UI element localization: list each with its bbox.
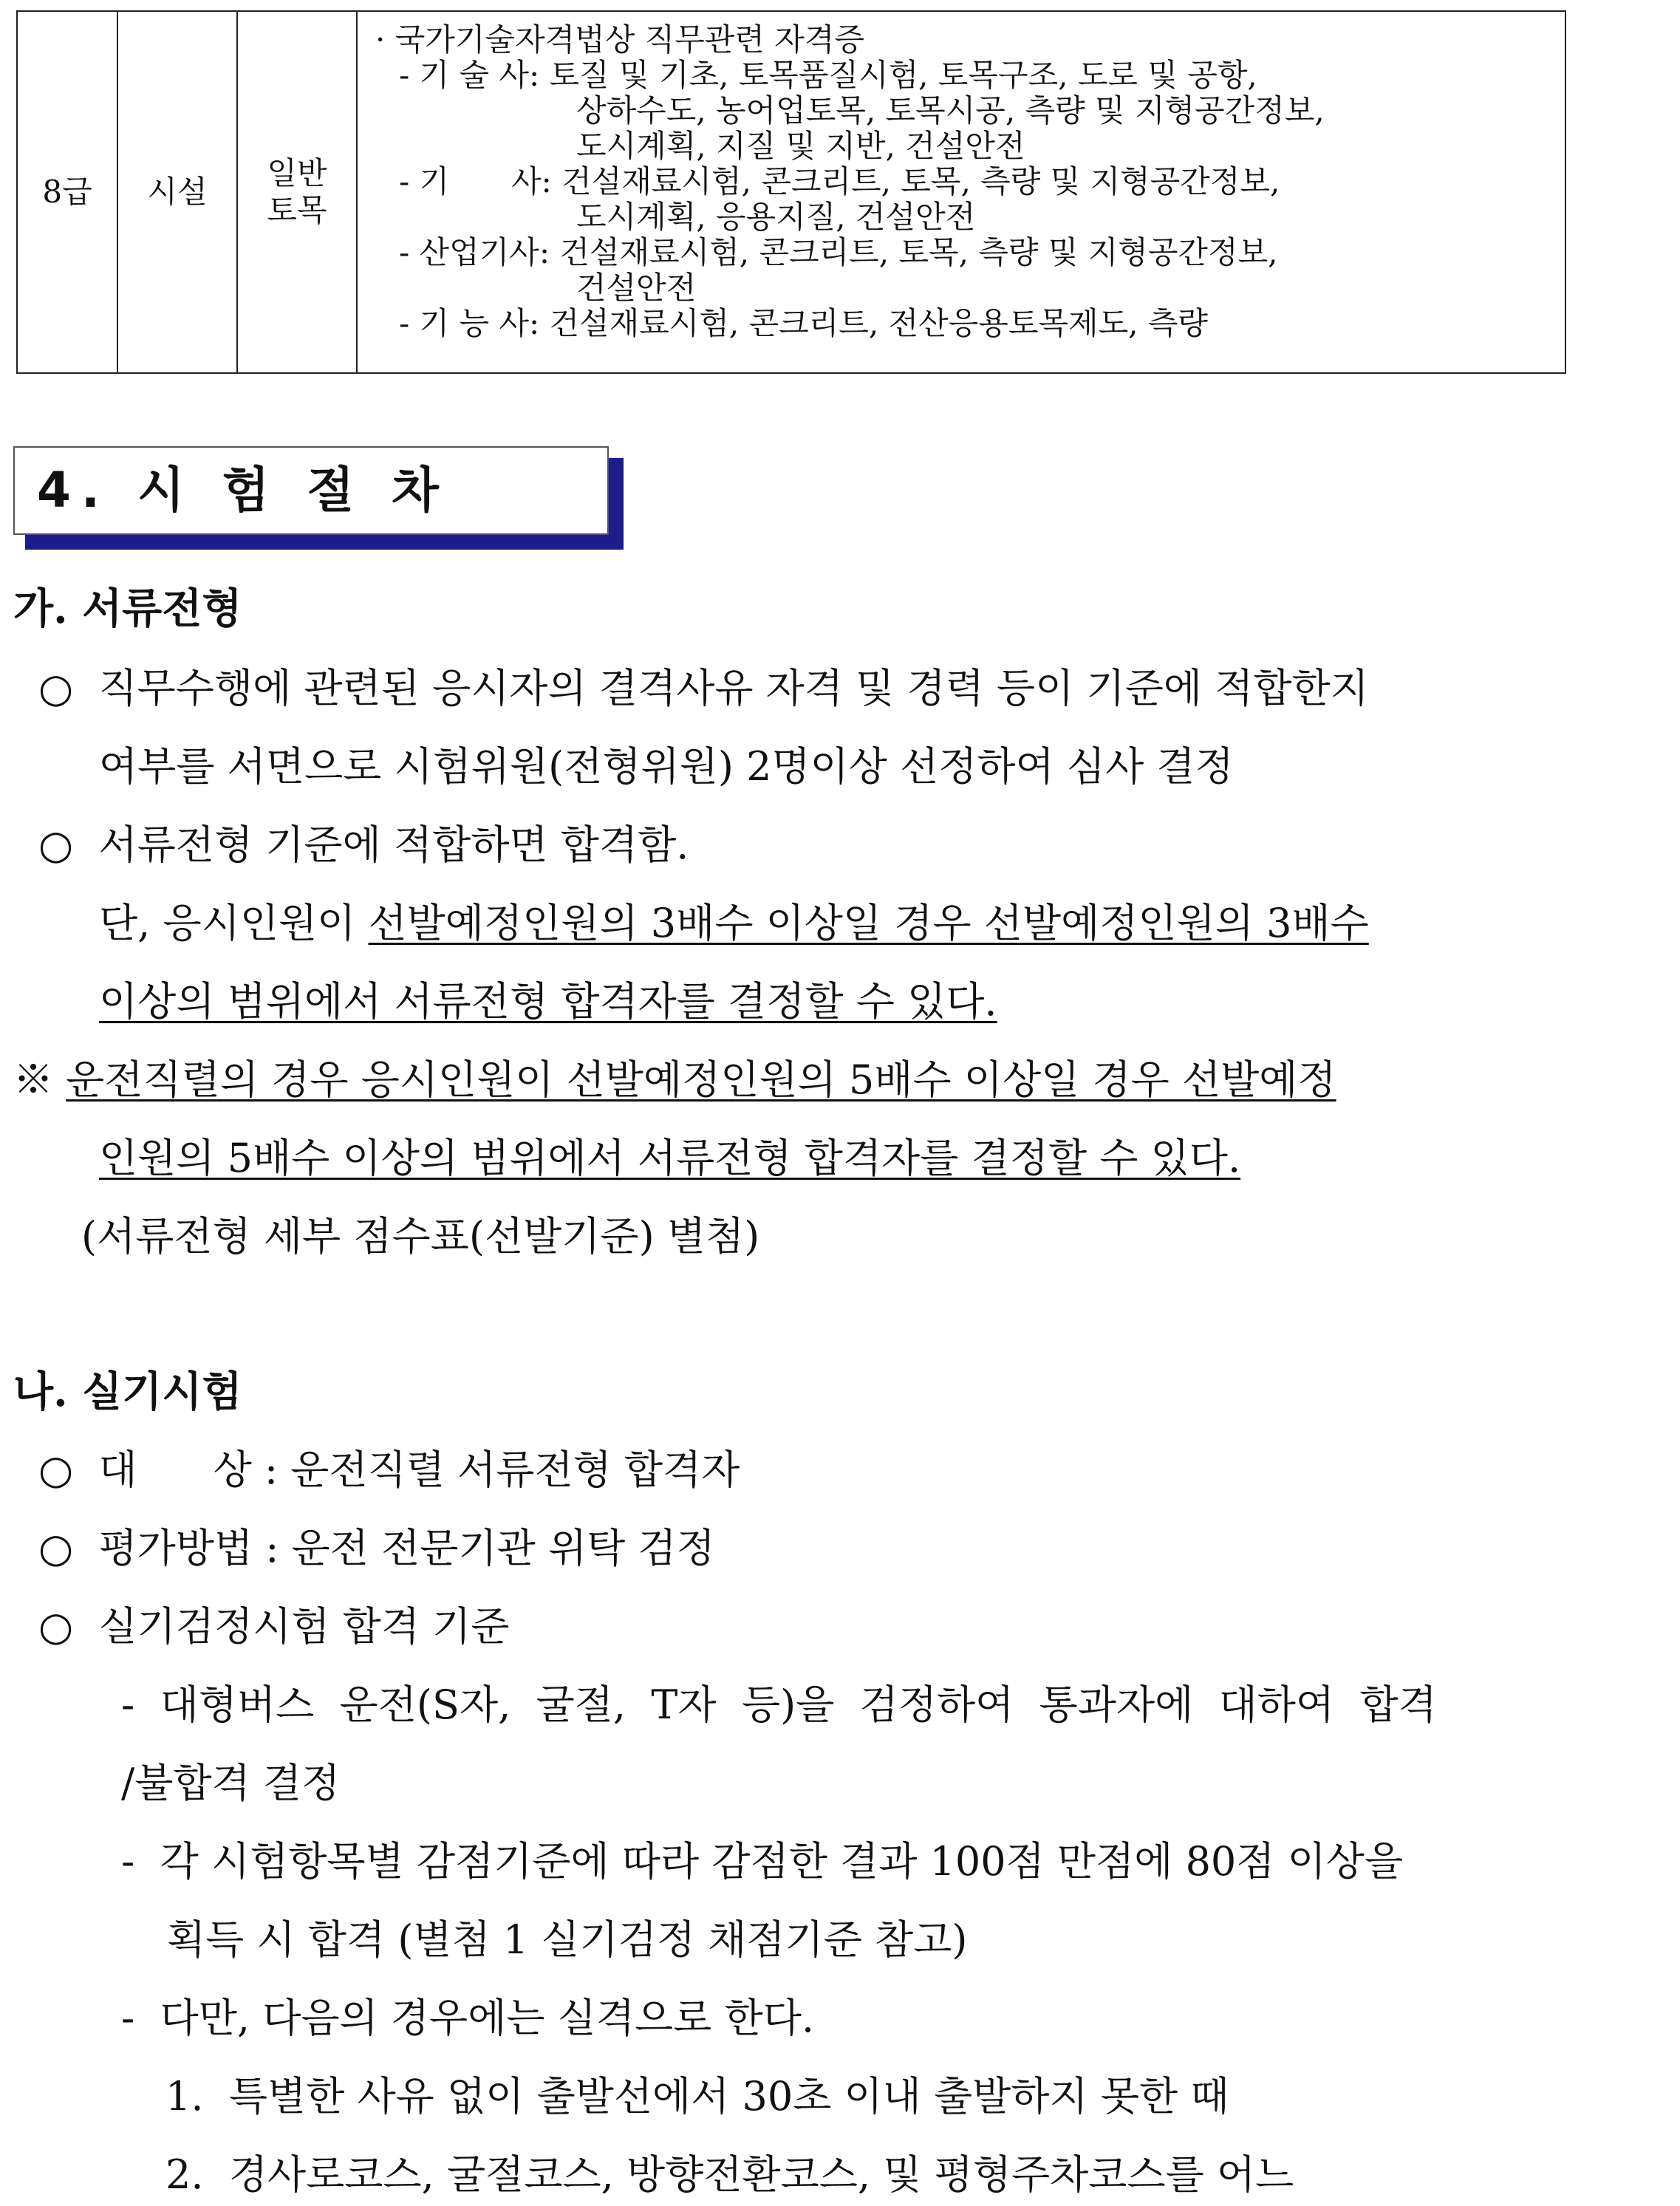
list-item: - 각 시험항목별 감점기준에 따라 감점한 결과 100점 만점에 80점 이상을 [121, 1838, 1404, 1885]
list-item: 획득 시 합격 (별첨 1 실기검정 채점기준 참고) [167, 1916, 968, 1963]
underlined-line: 인원의 5배수 이상의 범위에서 서류전형 합격자를 결정할 수 있다. [99, 1135, 1241, 1181]
cert-line: - 기 능 사: 건설재료시험, 콘크리트, 전산응용토목제도, 측량 [399, 305, 1209, 341]
list-item: - 대형버스 운전(S자, 굴절, T자 등)을 검정하여 통과자에 대하여 합격 [121, 1681, 1437, 1728]
paragraph-line [99, 900, 1369, 947]
job-line: 토목 [267, 192, 327, 228]
section-title: 4. 시 험 절 차 [37, 462, 449, 519]
paragraph-line: (서류전형 세부 점수표(선발기준) 별첨) [81, 1213, 760, 1260]
job-cell [237, 11, 357, 373]
list-item: /불합격 결정 [121, 1760, 341, 1806]
qualification-table [16, 10, 1566, 374]
cert-line: 도시계획, 응용지질, 건설안전 [576, 199, 976, 235]
cert-line: - 기 사: 건설재료시험, 콘크리트, 토목, 측량 및 지형공간정보, [399, 163, 1280, 199]
list-item: ○ 실기검정시험 합격 기준 [38, 1603, 510, 1650]
paragraph-line: ○ 직무수행에 관련된 응시자의 결격사유 자격 및 경력 등이 기준에 적합한지 [38, 665, 1369, 711]
numbered-item: 2. 경사로코스, 굴절코스, 방향전환코스, 및 평형주차코스를 어느 [165, 2151, 1294, 2198]
section-heading-box [13, 446, 609, 535]
paragraph-line: ○ 서류전형 기준에 적합하면 합격함. [38, 822, 689, 868]
table-row [17, 11, 1565, 373]
certificate-list-cell [357, 11, 1565, 373]
cert-line: - 산업기사: 건설재료시험, 콘크리트, 토목, 측량 및 지형공간정보, [399, 234, 1278, 270]
underlined-text: 선발예정인원의 3배수 이상일 경우 선발예정인원의 3배수 [368, 900, 1369, 946]
numbered-item: 1. 특별한 사유 없이 출발선에서 30초 이내 출발하지 못한 때 [165, 2073, 1229, 2120]
list-item: - 다만, 다음의 경우에는 실격으로 한다. [121, 1995, 815, 2041]
grade-cell: 8급 [17, 11, 117, 373]
plain-text: 단, 응시인원이 [99, 900, 369, 946]
list-item: ○ 평가방법 : 운전 전문기관 위탁 검정 [38, 1525, 715, 1571]
list-item: ○ 대 상 : 운전직렬 서류전형 합격자 [38, 1447, 740, 1493]
underlined-text: 운전직렬의 경우 응시인원이 선발예정인원의 5배수 이상일 경우 선발예정 [66, 1056, 1336, 1103]
cert-line: 상하수도, 농어업토목, 토목시공, 측량 및 지형공간정보, [576, 92, 1325, 129]
job-line: 일반 [267, 155, 327, 191]
series-cell: 시설 [117, 11, 237, 373]
cert-line: 건설안전 [576, 270, 697, 306]
subsection-heading-ga: 가. 서류전형 [13, 584, 242, 633]
paragraph-line: 여부를 서면으로 시험위원(전형위원) 2명이상 선정하여 심사 결정 [99, 743, 1234, 790]
subsection-heading-na: 나. 실기시험 [13, 1367, 242, 1416]
cert-line: 도시계획, 지질 및 지반, 건설안전 [576, 128, 1025, 164]
note-mark: ※ [13, 1056, 66, 1103]
cert-line: - 기 술 사: 토질 및 기초, 토목품질시험, 토목구조, 도로 및 공항, [399, 57, 1257, 93]
cert-line: · 국가기술자격법상 직무관련 자격증 [375, 21, 864, 58]
note-line [13, 1056, 1336, 1104]
underlined-line: 이상의 범위에서 서류전형 합격자를 결정할 수 있다. [99, 978, 997, 1025]
